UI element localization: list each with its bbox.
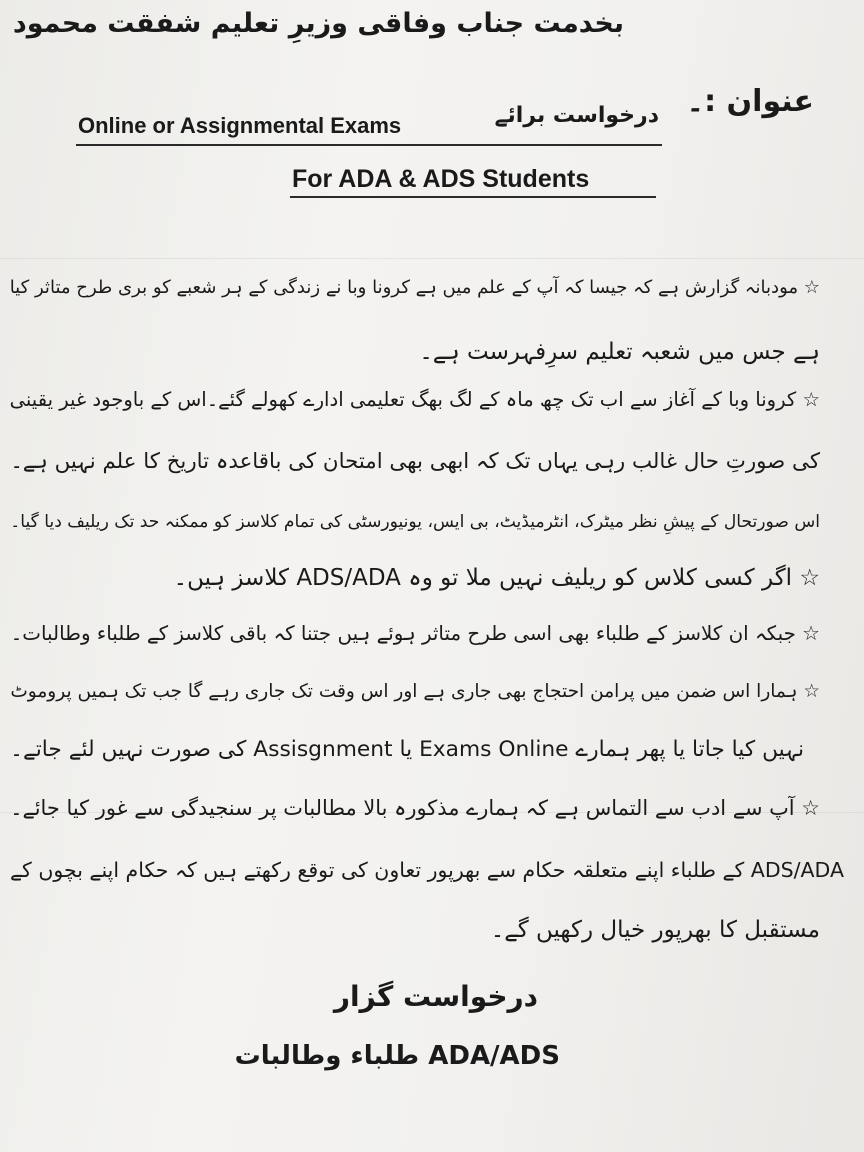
body-line: ہے جس میں شعبہ تعلیم سرِفہرست ہے۔ xyxy=(419,339,820,365)
signatory: ADA/ADS طلباء وطالبات xyxy=(234,1041,560,1071)
body-line: ☆ اگر کسی کلاس کو ریلیف نہیں ملا تو وہ ADS/ADA کلاسز ہیں۔ xyxy=(173,565,820,591)
body-line: اس صورتحال کے پیشِ نظر میٹرک، انٹرمیڈیٹ، بی ایس، یونیورسٹی کی تمام کلاسز کو ممکنہ حد تک ریلیف دیا گیا۔ xyxy=(10,512,820,532)
request-prefix: درخواست برائے xyxy=(494,103,659,128)
body-line: نہیں کیا جاتا یا پھر ہمارے Exams Online یا Assisgnment کی صورت نہیں لئے جاتے۔ xyxy=(10,737,804,762)
subject-label: عنوان :۔ xyxy=(686,84,814,119)
subject-underline xyxy=(76,144,662,146)
body-line: ☆ مودبانہ گزارش ہے کہ جیسا کہ آپ کے علم میں ہے کرونا وبا نے زندگی کے ہر شعبے کو بری طرح متاثر کیا xyxy=(9,277,820,298)
audience-underline xyxy=(290,196,656,198)
body-line: ☆ ہمارا اس ضمن میں پرامن احتجاج بھی جاری ہے اور اس وقت تک جاری رہے گا جب تک ہمیں پروموٹ xyxy=(10,681,820,702)
audience-title: For ADA & ADS Students xyxy=(292,165,590,193)
body-line: ☆ آپ سے ادب سے التماس ہے کہ ہمارے مذکورہ بالا مطالبات پر سنجیدگی سے غور کیا جائے۔ xyxy=(10,796,820,820)
body-line: ADS/ADA کے طلباء اپنے متعلقہ حکام سے بھرپور تعاون کی توقع رکھتے ہیں کہ حکام اپنے بچوں کے xyxy=(10,858,844,882)
body-line: مستقبل کا بھرپور خیال رکھیں گے۔ xyxy=(490,917,820,943)
body-line: کی صورتِ حال غالب رہی یہاں تک کہ ابھی بھی امتحان کی باقاعدہ تاریخ کا علم نہیں ہے۔ xyxy=(10,449,820,474)
request-topic: Online or Assignmental Exams xyxy=(78,113,402,138)
paper-fold-line xyxy=(0,258,864,259)
addressee-heading: بخدمت جناب وفاقی وزیرِ تعلیم شفقت محمود xyxy=(12,8,624,39)
body-line: ☆ کرونا وبا کے آغاز سے اب تک چھ ماہ کے لگ بھگ تعلیمی ادارے کھولے گئے۔اس کے باوجود غیر یقینی xyxy=(9,388,820,411)
body-line: ☆ جبکہ ان کلاسز کے طلباء بھی اسی طرح متاثر ہوئے ہیں جتنا کہ باقی کلاسز کے طلباء وطالبات۔ xyxy=(10,622,820,645)
closing-title: درخواست گزار xyxy=(333,980,538,1013)
